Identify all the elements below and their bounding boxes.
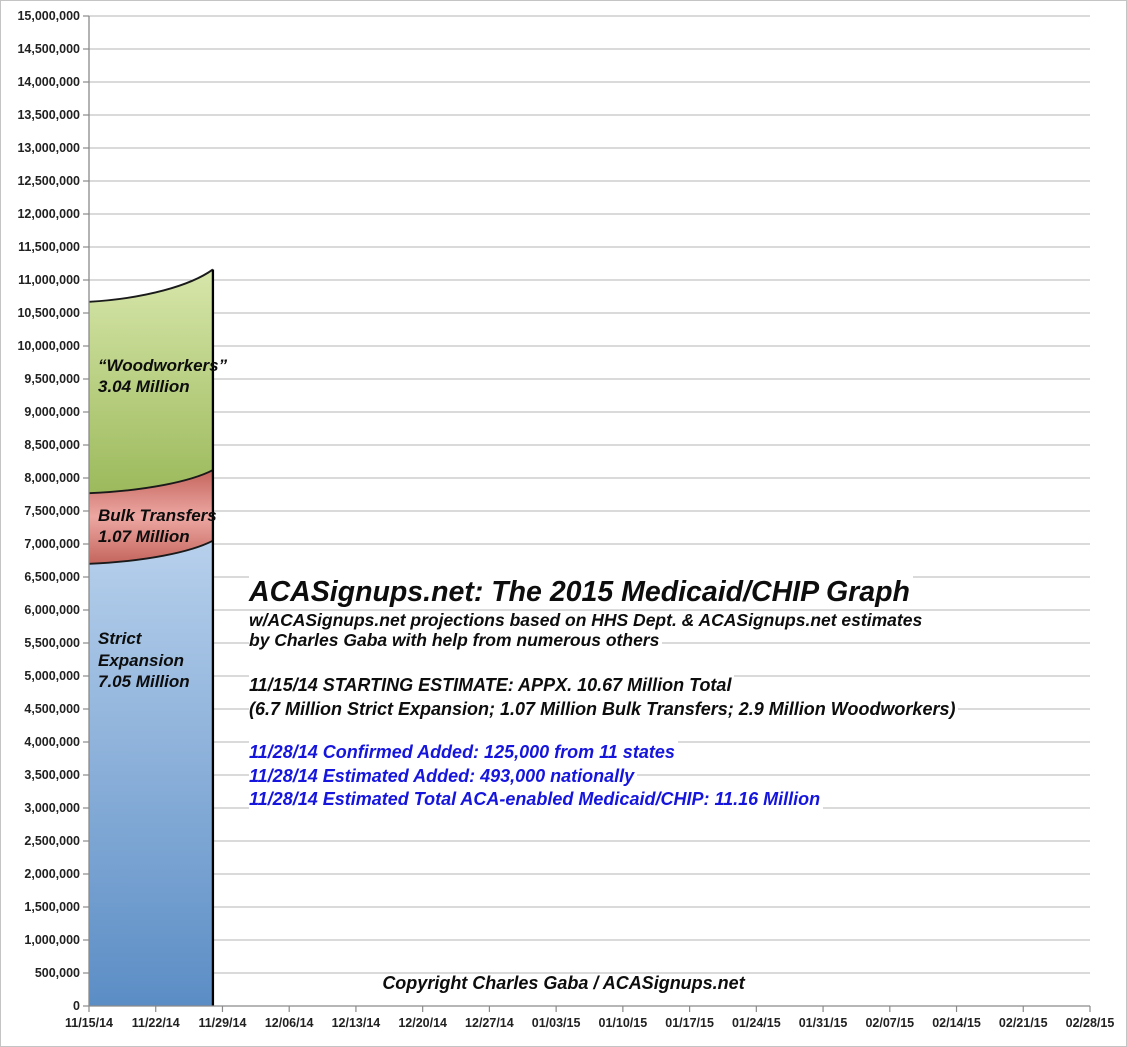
x-tick-label: 11/29/14 [198, 1016, 247, 1030]
y-tick-label: 4,000,000 [24, 735, 80, 749]
x-tick-label: 11/15/14 [65, 1016, 113, 1030]
x-tick-label: 12/06/14 [264, 1016, 314, 1030]
series-label-woodworkers [98, 356, 227, 397]
y-tick-label: 1,500,000 [24, 900, 80, 914]
y-tick-label: 5,500,000 [24, 636, 80, 650]
area-strict-expansion [89, 541, 213, 1006]
x-tick-label: 02/14/15 [932, 1016, 981, 1030]
note-text: 11/28/14 Confirmed Added: 125,000 from 11 states [249, 741, 678, 765]
x-tick-label: 12/13/14 [331, 1016, 381, 1030]
x-tick-label: 12/20/14 [398, 1016, 447, 1030]
chart-title-text: ACASignups.net: The 2015 Medicaid/CHIP Graph [249, 575, 913, 609]
note-text: 11/28/14 Estimated Added: 493,000 nationally [249, 765, 637, 789]
y-tick-label: 13,000,000 [17, 141, 80, 155]
series-label-line: “Woodworkers” [98, 356, 228, 375]
y-tick-label: 8,500,000 [24, 438, 80, 452]
y-tick-label: 7,000,000 [24, 537, 80, 551]
x-tick-label: 01/31/15 [798, 1016, 848, 1030]
x-tick-label: 02/28/15 [1065, 1016, 1115, 1030]
note-text: (6.7 Million Strict Expansion; 1.07 Million Bulk Transfers; 2.9 Million Woodworkers) [249, 697, 958, 721]
x-tick-label: 01/10/15 [598, 1016, 648, 1030]
y-tick-label: 1,000,000 [24, 933, 80, 947]
series-label-line: 1.07 Million [98, 527, 190, 546]
note-text: 11/28/14 Estimated Total ACA-enabled Medicaid/CHIP: 11.16 Million [249, 788, 823, 812]
y-tick-label: 0 [73, 999, 80, 1013]
series-label-line: Strict [98, 629, 142, 648]
chart-subtitle-text: by Charles Gaba with help from numerous others [249, 631, 662, 651]
y-tick-label: 8,000,000 [24, 471, 80, 485]
x-tick-label: 01/24/15 [731, 1016, 781, 1030]
y-tick-label: 10,500,000 [17, 306, 80, 320]
y-tick-label: 5,000,000 [24, 669, 80, 683]
y-tick-label: 14,000,000 [17, 75, 80, 89]
starting-estimate-notes [249, 673, 958, 721]
note-line [249, 788, 823, 812]
y-tick-label: 3,000,000 [24, 801, 80, 815]
series-label-bulk-transfers [98, 505, 217, 547]
series-label-strict-expansion [98, 628, 190, 693]
y-tick-label: 10,000,000 [17, 339, 80, 353]
series-label-line: Bulk Transfers [98, 506, 217, 525]
y-tick-label: 11,500,000 [18, 240, 80, 254]
x-tick-label: 01/17/15 [665, 1016, 714, 1030]
note-line [249, 697, 958, 721]
y-tick-label: 15,000,000 [17, 9, 80, 23]
y-tick-label: 2,000,000 [24, 867, 80, 881]
chart-subtitle-text: w/ACASignups.net projections based on HHS Dept. & ACASignups.net estimates [249, 611, 925, 631]
chart-subtitle-line [249, 631, 925, 651]
update-notes [249, 741, 823, 812]
y-tick-label: 7,500,000 [24, 504, 80, 518]
note-text: 11/15/14 STARTING ESTIMATE: APPX. 10.67 Million Total [249, 673, 734, 697]
y-tick-label: 6,000,000 [24, 603, 80, 617]
series-label-line: 3.04 Million [98, 376, 190, 396]
x-tick-label: 02/21/15 [998, 1016, 1048, 1030]
title-block [249, 575, 925, 650]
copyright-text: Copyright Charles Gaba / ACASignups.net [382, 973, 745, 993]
y-tick-label: 12,000,000 [17, 207, 80, 221]
x-tick-label: 11/22/14 [131, 1016, 180, 1030]
y-tick-label: 2,500,000 [24, 834, 80, 848]
x-tick-label: 02/07/15 [865, 1016, 915, 1030]
x-tick-label: 12/27/14 [465, 1016, 514, 1030]
note-line [249, 765, 823, 789]
copyright-notice [1, 972, 1126, 994]
note-line [249, 673, 958, 697]
y-tick-label: 14,500,000 [17, 42, 80, 56]
y-tick-label: 3,500,000 [24, 768, 80, 782]
series-label-line: Expansion [98, 650, 184, 670]
chart-title [249, 575, 925, 609]
y-tick-label: 12,500,000 [17, 174, 80, 188]
note-line [249, 741, 823, 765]
y-tick-label: 13,500,000 [17, 108, 80, 122]
y-tick-label: 9,000,000 [24, 405, 80, 419]
y-tick-label: 4,500,000 [24, 702, 80, 716]
y-tick-label: 6,500,000 [24, 570, 80, 584]
y-tick-label: 500,000 [34, 966, 80, 980]
y-tick-label: 9,500,000 [24, 372, 80, 386]
x-tick-label: 01/03/15 [531, 1016, 581, 1030]
series-label-line: 7.05 Million [98, 672, 190, 691]
y-tick-label: 11,000,000 [18, 273, 80, 287]
chart-subtitle-line [249, 611, 925, 631]
